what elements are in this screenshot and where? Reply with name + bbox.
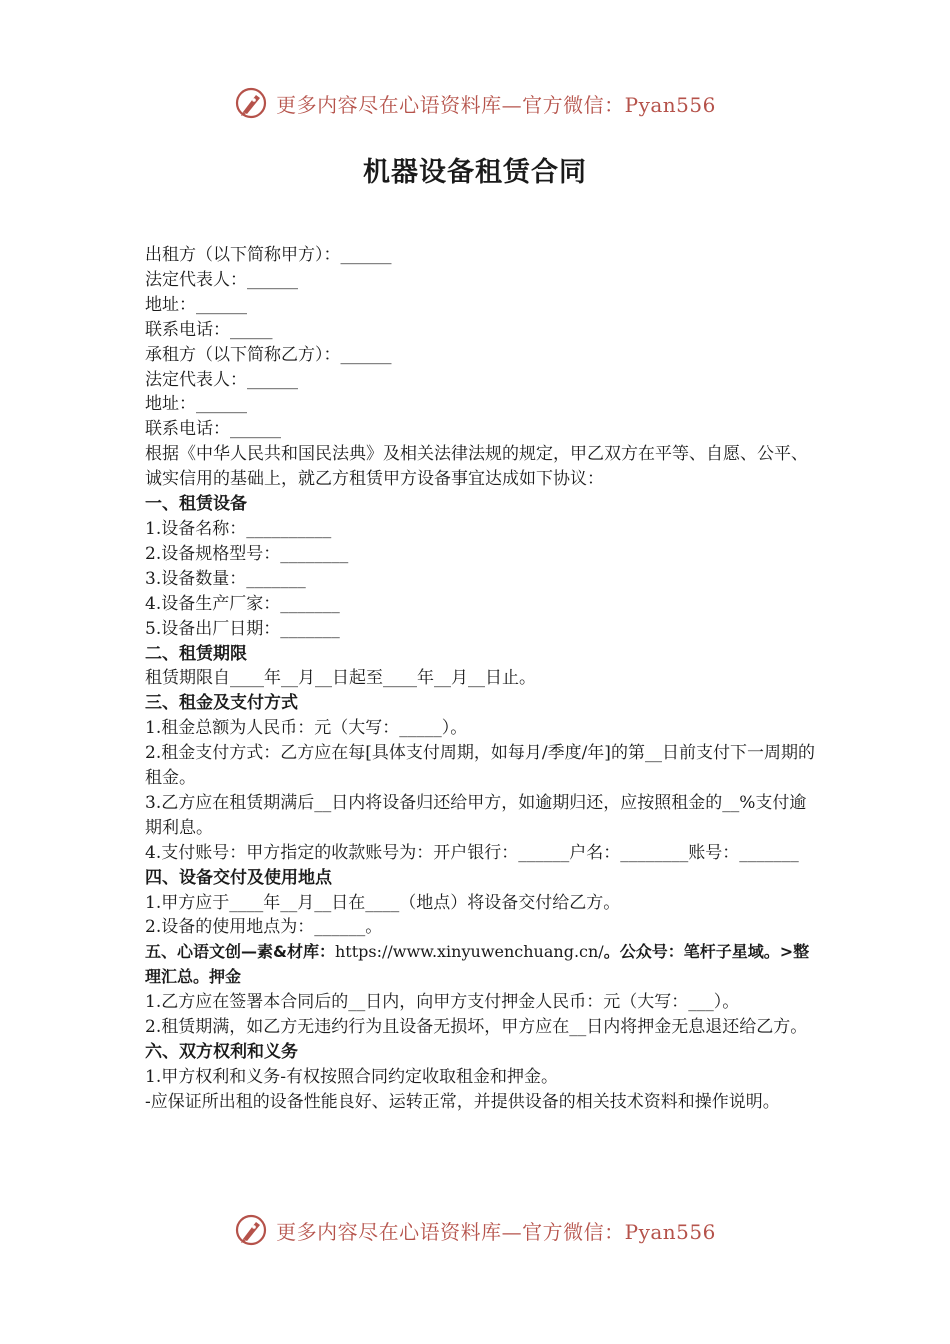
header-watermark-banner bbox=[0, 83, 950, 123]
pen-nib-circle-logo-icon bbox=[234, 1213, 268, 1247]
contract-text-line: 4.设备生产厂家：_______ bbox=[145, 593, 340, 614]
contract-text-line: 2.租金支付方式：乙方应在每[具体支付周期，如每月/季度/年]的第__日前支付下一周期的租金。 bbox=[145, 743, 815, 789]
contract-text-line: 联系电话：______ bbox=[145, 419, 281, 440]
contract-text-line: 5.设备出厂日期：_______ bbox=[145, 618, 340, 639]
contract-text-line: 1.甲方应于____年__月__日在____（地点）将设备交付给乙方。 bbox=[145, 892, 621, 913]
contract-text-line: 1.租金总额为人民币：元（大写：_____）。 bbox=[145, 718, 468, 739]
promo-url: https://www.xinyuwenchuang.cn/ bbox=[334, 942, 604, 962]
promo-line bbox=[145, 940, 817, 990]
section-heading: 六、双方权利和义务 bbox=[145, 1042, 298, 1062]
contract-text-line: 地址：______ bbox=[145, 394, 247, 415]
contract-text-line: 1.甲方权利和义务-有权按照合同约定收取租金和押金。 bbox=[145, 1066, 558, 1087]
section-heading: 一、租赁设备 bbox=[145, 494, 247, 515]
banner-text: 更多内容尽在心语资料库—官方微信：Pyan556 bbox=[276, 1219, 716, 1244]
contract-text-line: -应保证所出租的设备性能良好、运转正常，并提供设备的相关技术资料和操作说明。 bbox=[145, 1091, 780, 1112]
document-title: 机器设备租赁合同 bbox=[363, 157, 587, 188]
section-heading: 三、租金及支付方式 bbox=[145, 693, 298, 714]
contract-text-line: 承租方（以下简称乙方）：______ bbox=[145, 344, 392, 365]
contract-body bbox=[145, 243, 817, 1115]
section-heading: 四、设备交付及使用地点 bbox=[145, 867, 332, 888]
contract-text-line: 2.设备规格型号：________ bbox=[145, 543, 349, 564]
contract-text-line: 4.支付账号：甲方指定的收款账号为：开户银行：______户名：________账号：_______ bbox=[145, 842, 799, 863]
contract-text-line: 3.乙方应在租赁期满后__日内将设备归还给甲方，如逾期归还，应按照租金的__%支付逾期利息。 bbox=[145, 792, 807, 838]
contract-text-line: 1.设备名称：__________ bbox=[145, 518, 332, 539]
section-heading: 二、租赁期限 bbox=[145, 643, 247, 664]
contract-text-line: 出租方（以下简称甲方）：______ bbox=[145, 245, 392, 265]
banner-text: 更多内容尽在心语资料库—官方微信：Pyan556 bbox=[276, 92, 716, 117]
contract-text-line: 地址：______ bbox=[145, 294, 247, 315]
promo-suffix: 。公众号：笔杆子星域。>整理汇总。押金 bbox=[145, 942, 810, 987]
contract-text-line: 1.乙方应在签署本合同后的__日内，向甲方支付押金人民币：元（大写：___）。 bbox=[145, 992, 740, 1013]
contract-text-line: 联系电话：_____ bbox=[145, 319, 273, 340]
contract-text-line: 2.设备的使用地点为：______。 bbox=[145, 917, 383, 938]
pen-nib-circle-logo-icon bbox=[234, 86, 268, 120]
contract-text-line: 法定代表人：______ bbox=[145, 369, 298, 390]
footer-watermark-banner bbox=[0, 1210, 950, 1250]
contract-text-line: 3.设备数量：_______ bbox=[145, 568, 306, 589]
contract-text-line: 租赁期限自____年__月__日起至____年__月__日止。 bbox=[145, 668, 536, 689]
contract-text-line: 根据《中华人民共和国民法典》及相关法律法规的规定，甲乙双方在平等、自愿、公平、诚实信用的基础上，就乙方租赁甲方设备事宜达成如下协议： bbox=[145, 444, 808, 490]
contract-text-line: 法定代表人：______ bbox=[145, 269, 298, 290]
contract-text-line: 2.租赁期满，如乙方无违约行为且设备无损坏，甲方应在__日内将押金无息退还给乙方。 bbox=[145, 1017, 808, 1038]
promo-prefix: 五、心语文创—素&材库： bbox=[145, 942, 335, 962]
